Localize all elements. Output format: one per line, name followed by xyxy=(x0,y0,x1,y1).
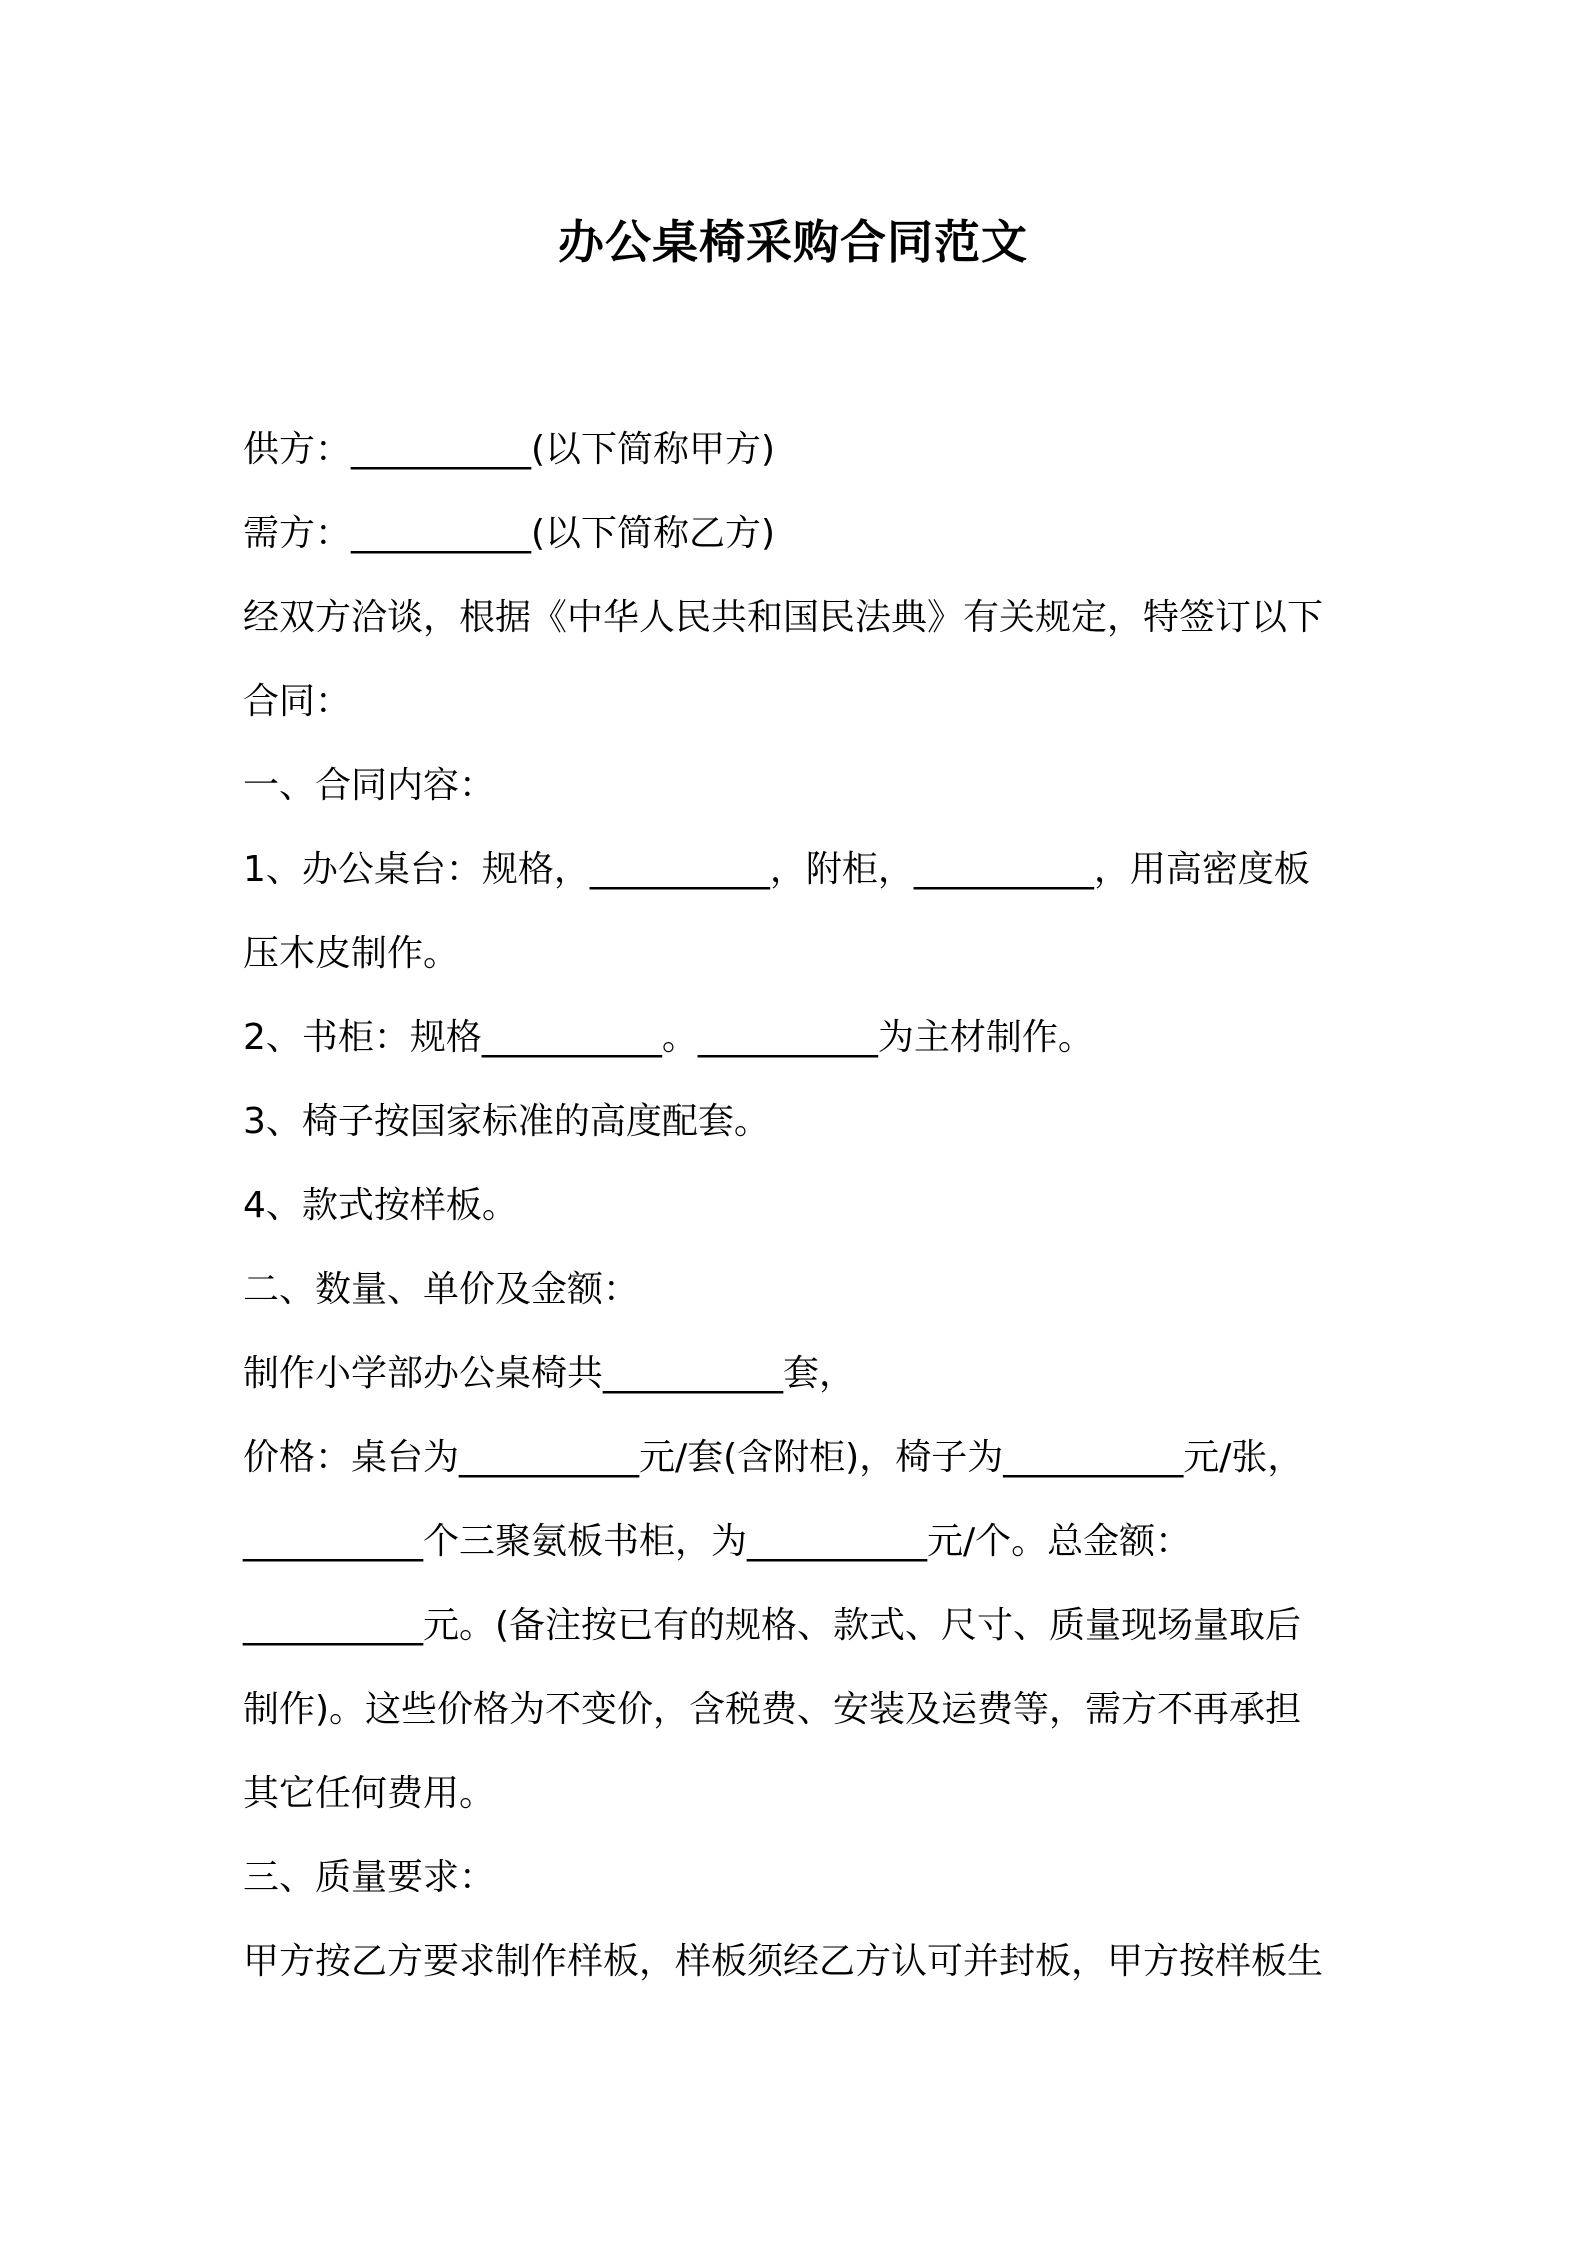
clause-1-line-2: 压木皮制作。 xyxy=(243,933,460,974)
preamble-line-1: 经双方洽谈，根据《中华人民共和国民法典》有关规定，特签订以下 xyxy=(243,597,1324,638)
clause-1-line-1: 1、办公桌台：规格，__________，附柜，__________，用高密度板 xyxy=(243,849,1310,890)
section-heading-quantity-price: 二、数量、单价及金额： xyxy=(243,1269,640,1310)
price-line-1: 价格：桌台为__________元/套(含附柜)，椅子为__________元/张， xyxy=(243,1437,1304,1478)
price-line-3: __________元。(备注按已有的规格、款式、尺寸、质量现场量取后 xyxy=(243,1605,1302,1646)
clause-4-line: 4、款式按样板。 xyxy=(243,1185,518,1226)
document-title: 办公桌椅采购合同范文 xyxy=(558,215,1028,269)
price-line-4: 制作)。这些价格为不变价，含税费、安装及运费等，需方不再承担 xyxy=(243,1689,1302,1730)
section-heading-quality: 三、质量要求： xyxy=(243,1857,496,1898)
price-line-2: __________个三聚氨板书柜，为__________元/个。总金额： xyxy=(243,1521,1192,1562)
price-line-5: 其它任何费用。 xyxy=(243,1773,496,1814)
quality-line-1: 甲方按乙方要求制作样板，样板须经乙方认可并封板，甲方按样板生 xyxy=(243,1941,1324,1982)
buyer-line: 需方：__________(以下简称乙方) xyxy=(243,513,776,554)
document-body xyxy=(243,408,1363,2004)
section-heading-contract-content: 一、合同内容： xyxy=(243,765,496,806)
quantity-line: 制作小学部办公桌椅共__________套， xyxy=(243,1353,856,1394)
supplier-line: 供方：__________(以下简称甲方) xyxy=(243,429,776,470)
clause-3-line: 3、椅子按国家标准的高度配套。 xyxy=(243,1101,770,1142)
clause-2-line: 2、书柜：规格__________。__________为主材制作。 xyxy=(243,1017,1094,1058)
preamble-line-2: 合同： xyxy=(243,681,352,722)
